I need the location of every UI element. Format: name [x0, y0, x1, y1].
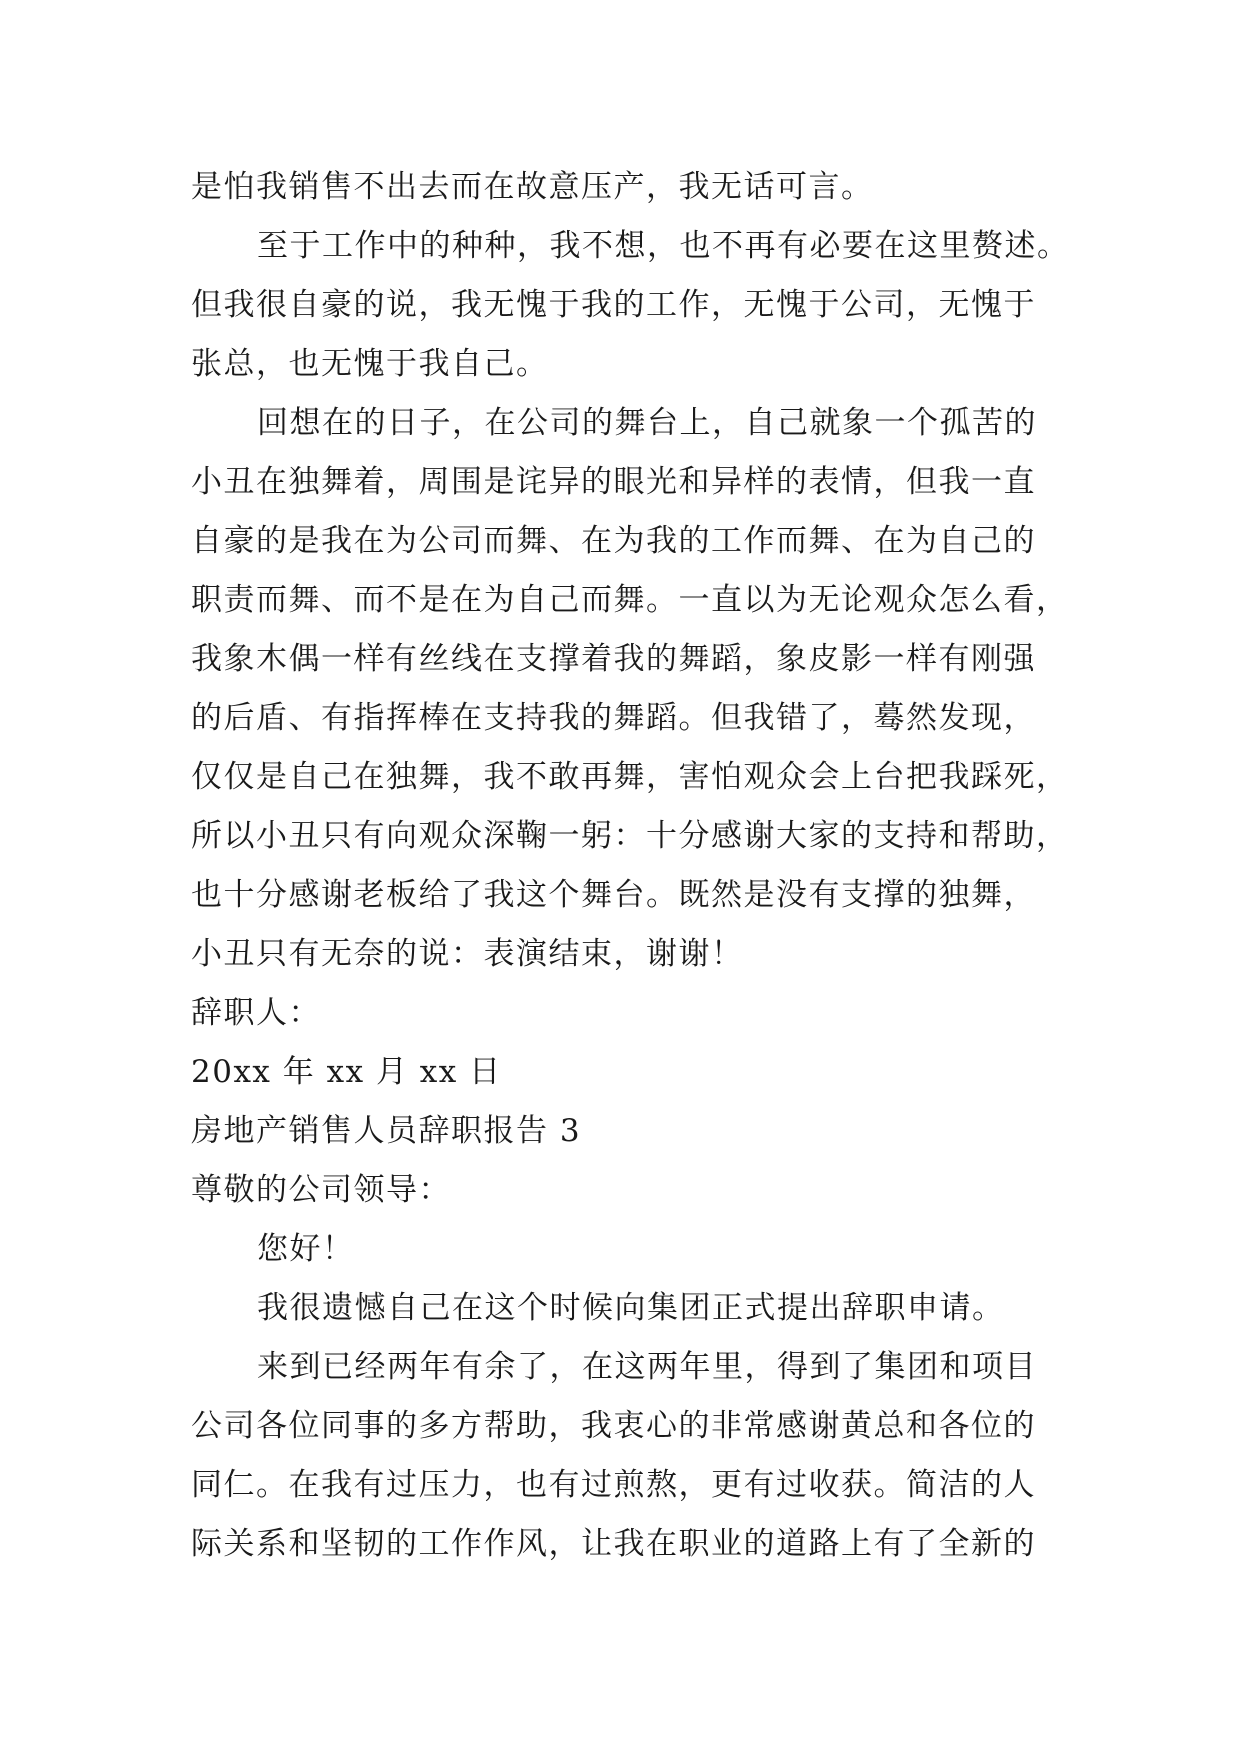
text-line: 20xx 年 xx 月 xx 日 — [191, 1054, 502, 1090]
text-line: 但我很自豪的说，我无愧于我的工作，无愧于公司，无愧于 — [191, 287, 1036, 323]
text-line: 的后盾、有指挥棒在支持我的舞蹈。但我错了，蓦然发现， — [191, 700, 1036, 736]
text-line: 我很遗憾自己在这个时候向集团正式提出辞职申请。 — [257, 1290, 1005, 1326]
text-line: 也十分感谢老板给了我这个舞台。既然是没有支撑的独舞， — [191, 877, 1036, 913]
text-line: 小丑在独舞着，周围是诧异的眼光和异样的表情，但我一直 — [191, 464, 1036, 500]
text-line: 自豪的是我在为公司而舞、在为我的工作而舞、在为自己的 — [191, 523, 1036, 559]
text-line: 是怕我销售不出去而在故意压产，我无话可言。 — [191, 169, 874, 205]
text-line: 际关系和坚韧的工作作风，让我在职业的道路上有了全新的 — [191, 1526, 1036, 1562]
document-body — [191, 158, 1071, 1574]
text-line: 职责而舞、而不是在为自己而舞。一直以为无论观众怎么看， — [191, 582, 1069, 618]
text-line: 来到已经两年有余了，在这两年里，得到了集团和项目 — [257, 1349, 1037, 1385]
text-line: 同仁。在我有过压力，也有过煎熬，更有过收获。简洁的人 — [191, 1467, 1036, 1503]
text-line: 房地产销售人员辞职报告 3 — [191, 1113, 582, 1149]
text-line: 辞职人： — [191, 995, 321, 1031]
text-line: 张总，也无愧于我自己。 — [191, 346, 549, 382]
text-line: 小丑只有无奈的说：表演结束，谢谢！ — [191, 936, 744, 972]
text-line: 我象木偶一样有丝线在支撑着我的舞蹈，象皮影一样有刚强 — [191, 641, 1036, 677]
text-line: 所以小丑只有向观众深鞠一躬：十分感谢大家的支持和帮助， — [191, 818, 1069, 854]
text-line: 尊敬的公司领导： — [191, 1172, 451, 1208]
text-line: 公司各位同事的多方帮助，我衷心的非常感谢黄总和各位的 — [191, 1408, 1036, 1444]
text-line: 至于工作中的种种，我不想，也不再有必要在这里赘述。 — [257, 228, 1070, 264]
text-line: 仅仅是自己在独舞，我不敢再舞，害怕观众会上台把我踩死， — [191, 759, 1069, 795]
text-line: 回想在的日子，在公司的舞台上，自己就象一个孤苦的 — [257, 405, 1037, 441]
text-line: 您好！ — [257, 1231, 355, 1267]
